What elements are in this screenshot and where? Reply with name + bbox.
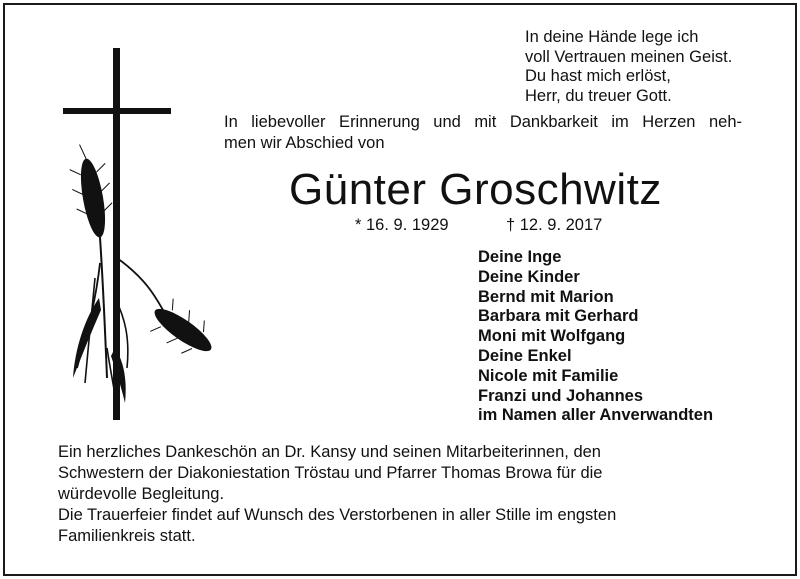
verse-line: Du hast mich erlöst, bbox=[525, 67, 671, 85]
mourners-list bbox=[478, 248, 713, 426]
death-date: † 12. 9. 2017 bbox=[506, 216, 603, 234]
mourner-item: Deine Kinder bbox=[478, 267, 580, 286]
mourner-item: im Namen aller Anverwandten bbox=[478, 406, 714, 425]
birth-date: * 16. 9. 1929 bbox=[355, 216, 449, 234]
thanks-line: Familienkreis statt. bbox=[58, 527, 196, 545]
mourner-item: Moni mit Wolfgang bbox=[478, 327, 626, 346]
intro-line: men wir Abschied von bbox=[224, 134, 385, 152]
mourner-item: Bernd mit Marion bbox=[478, 287, 614, 306]
mourner-item: Franzi und Johannes bbox=[478, 386, 644, 405]
intro-text bbox=[224, 112, 742, 154]
thanks-line: Die Trauerfeier findet auf Wunsch des Verstorbenen in aller Stille im engsten bbox=[58, 506, 617, 524]
thanks-line: Ein herzliches Dankeschön an Dr. Kansy und seinen Mitarbeiterinnen, den bbox=[58, 443, 601, 461]
mourner-item: Nicole mit Familie bbox=[478, 366, 619, 385]
thanks-text bbox=[58, 442, 616, 547]
mourner-item: Barbara mit Gerhard bbox=[478, 307, 639, 326]
mourner-item: Deine Inge bbox=[478, 248, 562, 266]
verse-line: In deine Hände lege ich bbox=[525, 28, 699, 46]
deceased-name: Günter Groschwitz bbox=[289, 165, 662, 214]
cross-with-wheat-icon bbox=[55, 48, 220, 428]
verse-block bbox=[525, 28, 732, 106]
verse-line: voll Vertrauen meinen Geist. bbox=[525, 47, 733, 66]
mourner-item: Deine Enkel bbox=[478, 346, 572, 365]
thanks-line: würdevolle Begleitung. bbox=[58, 485, 225, 503]
verse-line: Herr, du treuer Gott. bbox=[525, 86, 672, 105]
thanks-line: Schwestern der Diakoniestation Tröstau und Pfarrer Thomas Browa für die bbox=[58, 464, 603, 482]
intro-line: In liebevoller Erinnerung und mit Dankbarkeit im Herzen neh- bbox=[224, 113, 742, 131]
